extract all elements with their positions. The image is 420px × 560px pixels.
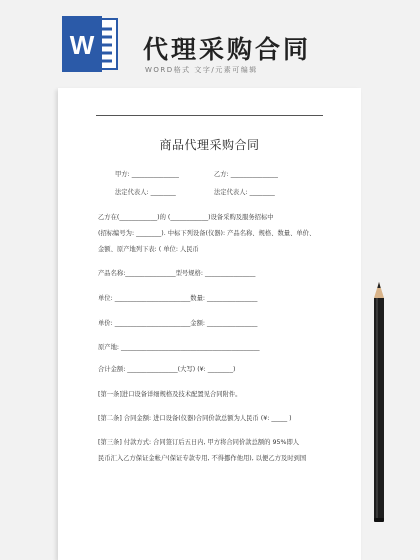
header-rule bbox=[96, 115, 323, 116]
clause-2-line: [第二条] 合同金额: 进口设备(仪器)合同价款总额为人民币 (¥: _____ ) bbox=[98, 415, 292, 422]
page-title: 代理采购合同 bbox=[143, 35, 312, 64]
party-b-line: 乙方: _______________ bbox=[214, 171, 278, 178]
party-a-representative-line: 法定代表人: ________ bbox=[115, 189, 176, 196]
paragraph-line: 金额、原产地列下表: ( 单位: 人民币 bbox=[98, 246, 199, 253]
unit-quantity-line: 单位: ________________________数量: ________________ bbox=[98, 295, 258, 302]
document-page bbox=[58, 88, 361, 560]
party-b-representative-line: 法定代表人: ________ bbox=[214, 189, 275, 196]
total-amount-line: 合计金额: ________________(大写) (¥: ________) bbox=[98, 366, 236, 373]
document-title: 商品代理采购合同 bbox=[159, 138, 260, 152]
logo-letter: W bbox=[69, 30, 95, 60]
paragraph-line: (招标编号为: ________). 中标下列设备(仪器): 产品名称、规格、数量、单价、 bbox=[98, 230, 316, 237]
price-amount-line: 单价: ________________________金额: ________________ bbox=[98, 320, 258, 327]
pencil-icon bbox=[368, 280, 390, 525]
page-header bbox=[0, 0, 420, 86]
word-document-icon bbox=[60, 14, 120, 74]
paragraph-line: 乙方在(____________)的 (____________)设备采购及服务招标中 bbox=[98, 214, 274, 221]
product-name-line: 产品名称:________________型号规格: ________________ bbox=[98, 270, 256, 277]
origin-line: 原产地: ____________________________________________ bbox=[98, 344, 260, 351]
clause-3-continuation-line: 民币汇入乙方保证金帐户(保证专款专用, 不得挪作他用), 以便乙方及时到国 bbox=[98, 455, 307, 462]
party-a-line: 甲方: _______________ bbox=[115, 171, 179, 178]
clause-1-line: [第一条]进口设备详细规格及技术配置见合同附件。 bbox=[98, 391, 242, 398]
clause-3-line: [第三条] 付款方式: 合同签订后五日内, 甲方将合同价款总额的 95%即人 bbox=[98, 439, 300, 446]
page-subtitle: WORD格式 文字/元素可编辑 bbox=[145, 66, 258, 74]
